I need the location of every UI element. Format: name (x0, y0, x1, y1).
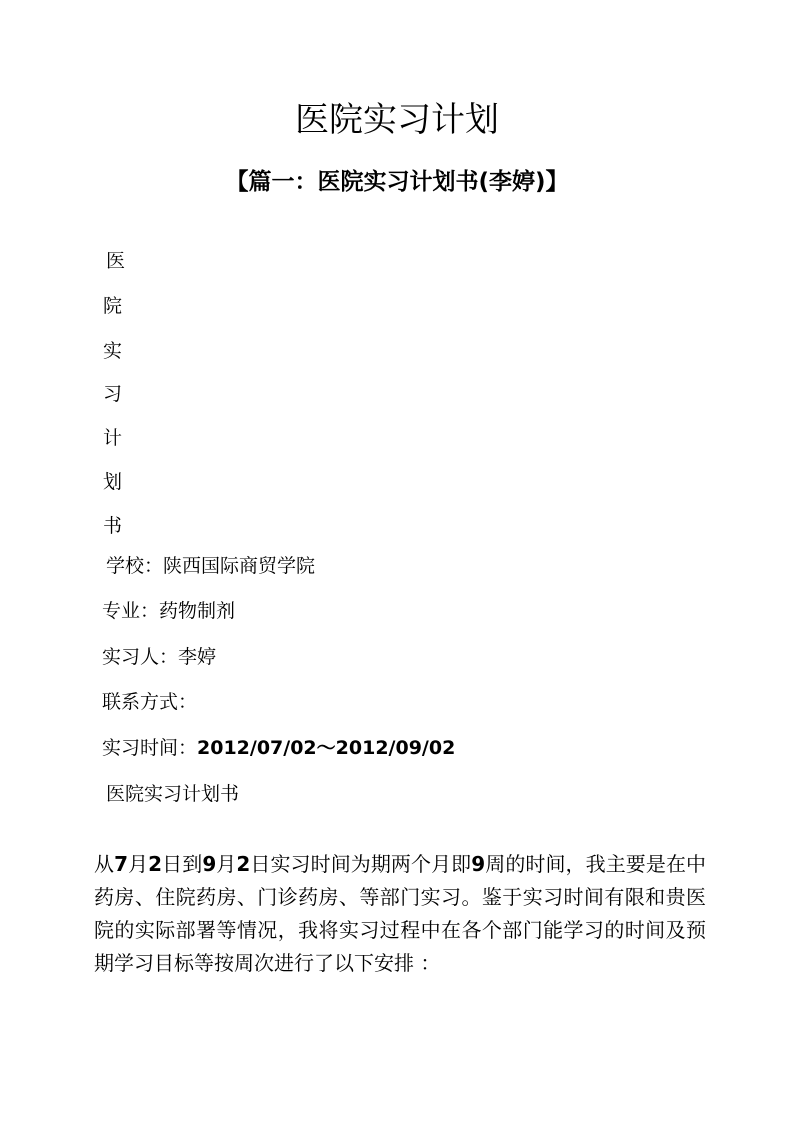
period-line (102, 733, 455, 763)
intern-line: 实习人：李婷 (102, 646, 217, 668)
period-value: 2012/07/02～2012/09/02 (197, 737, 456, 759)
intro-paragraph (94, 848, 706, 980)
paragraph-text: 周的时间，我主要是在中药房、住院药房、门诊药房、等部门实习。鉴于实习时间有限和贵医院的实际部署等情况，我将实习过程中在各个部门能学习的时间及预期学习目标等按周次进行了以下安排 ： (94, 852, 707, 975)
period-label: 实习时间： (102, 737, 198, 759)
paragraph-number: 9 (471, 852, 486, 876)
paragraph-text: 从 (94, 852, 115, 876)
document-subtitle: 【篇一：医院实习计划书(李婷)】 (225, 169, 569, 195)
vertical-title-char: 医 (106, 250, 126, 272)
vertical-title-char: 实 (103, 340, 123, 362)
vertical-title-char: 习 (103, 383, 123, 405)
plan-heading: 医院实习计划书 (106, 783, 240, 805)
vertical-title-char: 计 (103, 427, 123, 449)
contact-line: 联系方式： (102, 691, 198, 713)
vertical-title-char: 院 (103, 295, 123, 317)
paragraph-text: 日实习时间为期两个月即 (250, 852, 472, 876)
vertical-title-char: 划 (103, 471, 123, 493)
document-title: 医院实习计划 (295, 100, 499, 140)
paragraph-text: 日到 (162, 852, 203, 876)
paragraph-text: 月 (216, 852, 237, 876)
paragraph-number: 2 (236, 852, 251, 876)
paragraph-number: 2 (148, 852, 163, 876)
vertical-title-char: 书 (103, 515, 123, 537)
paragraph-number: 9 (202, 852, 217, 876)
paragraph-number: 7 (114, 852, 128, 876)
school-line: 学校：陕西国际商贸学院 (106, 555, 316, 577)
major-line: 专业：药物制剂 (102, 600, 236, 622)
paragraph-text: 月 (128, 852, 149, 876)
